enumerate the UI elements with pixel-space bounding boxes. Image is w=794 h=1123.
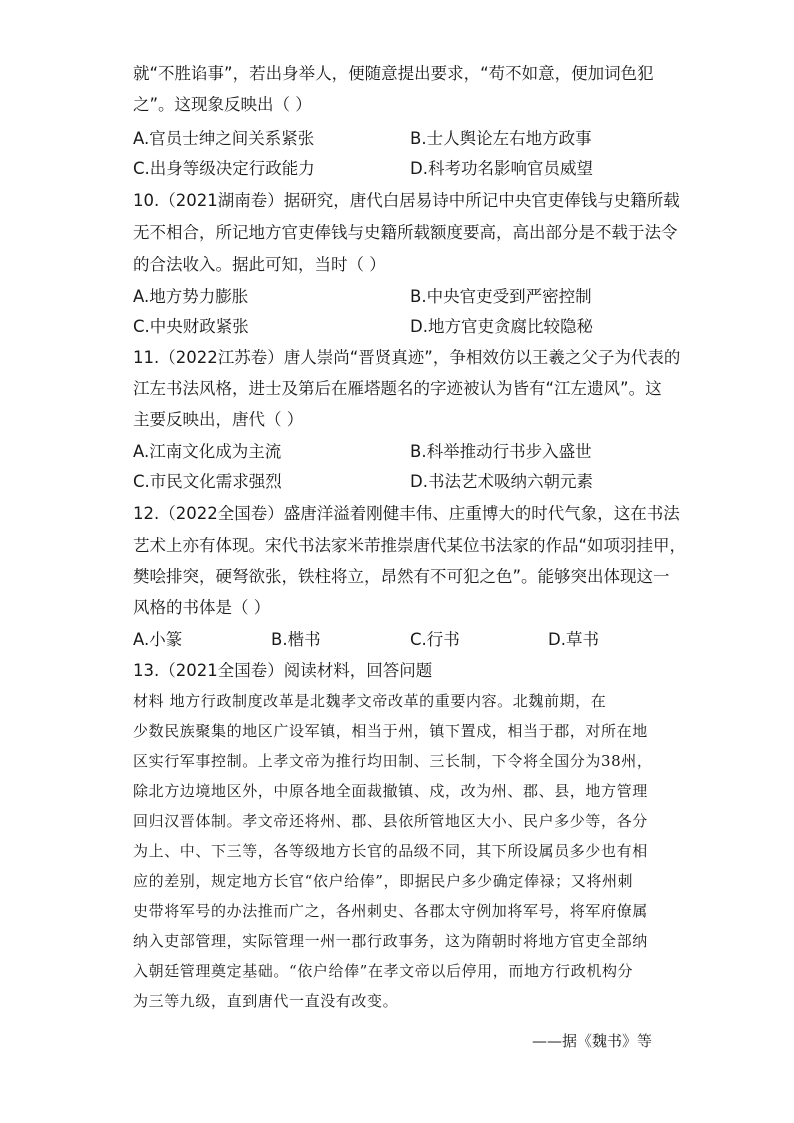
material-line: 入朝廷管理奠定基础。“依户给俸”在孝文帝以后停用，而地方行政机构分 [133,962,634,980]
question-10-option-c[interactable]: C.中央财政紧张 [133,317,249,336]
question-11-option-d[interactable]: D.书法艺术吸纳六朝元素 [410,472,593,491]
question-12-line-4: 风格的书体是（ ） [133,598,271,617]
material-source: ——据《魏书》等 [532,1032,653,1050]
material-line: 为三等九级，直到唐代一直没有改变。 [133,992,399,1010]
question-12-option-a[interactable]: A.小篆 [133,630,183,649]
question-12-option-d[interactable]: D.草书 [548,630,599,649]
question-10-line-2: 无不相合，所记地方官吏俸钱与史籍所载额度要高，高出部分是不载于法令 [133,223,678,242]
question-11-line-2: 江左书法风格，进士及第后在雁塔题名的字迹被认为皆有“江左遗风”。这 [133,379,662,398]
question-9-option-a[interactable]: A.官员士绅之间关系紧张 [133,129,315,148]
material-line: 为上、中、下三等，各等级地方长官的品级不同，其下所设属员多少也有相 [133,842,648,860]
question-12-option-b[interactable]: B.楷书 [271,630,321,649]
question-11-option-c[interactable]: C.市民文化需求强烈 [133,472,282,491]
question-10-line-1: 10.（2021湖南卷）据研究，唐代白居易诗中所记中央官吏俸钱与史籍所载 [133,191,680,210]
question-9-option-d[interactable]: D.科考功名影响官员威望 [410,159,593,178]
material-line: 回归汉晋体制。孝文帝还将州、郡、县依所管地区大小、民户多少等，各分 [133,812,648,830]
question-10-option-a[interactable]: A.地方势力膨胀 [133,287,249,306]
material-line: 少数民族聚集的地区广设军镇，相当于州，镇下置戍，相当于郡，对所在地 [133,722,648,740]
question-10-line-3: 的合法收入。据此可知，当时（ ） [133,255,386,274]
question-9-line-1: 就“不胜谄事”，若出身举人，便随意提出要求，“苟不如意，便加词色犯 [133,64,654,83]
material-line: 史带将军号的办法推而广之，各州刺史、各郡太守例加将军号，将军府僚属 [133,902,648,920]
material-line: 纳入吏部管理，实际管理一州一郡行政事务，这为隋朝时将地方官吏全部纳 [133,932,648,950]
question-12-line-1: 12.（2022全国卷）盛唐洋溢着刚健丰伟、庄重博大的时代气象，这在书法 [133,504,680,523]
question-9-line-2: 之”。这现象反映出（ ） [133,95,312,114]
question-11-option-b[interactable]: B.科举推动行书步入盛世 [410,442,592,461]
question-12-line-2: 艺术上亦有体现。宋代书法家米芾推崇唐代某位书法家的作品“如项羽挂甲， [133,536,687,555]
material-line: 材料 地方行政制度改革是北魏孝文帝改革的重要内容。北魏前期，在 [133,692,607,710]
question-9-option-c[interactable]: C.出身等级决定行政能力 [133,159,315,178]
material-line: 除北方边境地区外，中原各地全面裁撤镇、戍，改为州、郡、县，地方管理 [133,782,648,800]
question-13-line-1: 13.（2021全国卷）阅读材料，回答问题 [133,661,433,680]
question-10-option-b[interactable]: B.中央官吏受到严密控制 [410,287,592,306]
material-line: 应的差别，规定地方长官“依户给俸”，即据民户多少确定俸禄；又将州刺 [133,872,634,890]
question-11-line-3: 主要反映出，唐代（ ） [133,410,304,429]
question-10-option-d[interactable]: D.地方官吏贪腐比较隐秘 [410,317,593,336]
question-9-option-b[interactable]: B.士人舆论左右地方政事 [410,129,592,148]
question-12-option-c[interactable]: C.行书 [410,630,460,649]
material-line: 区实行军事控制。上孝文帝为推行均田制、三长制，下令将全国分为38州， [133,752,653,770]
question-12-line-3: 樊哙排突，硬弩欲张，铁柱将立，昂然有不可犯之色”。能够突出体现这一 [133,567,670,586]
question-11-option-a[interactable]: A.江南文化成为主流 [133,442,282,461]
question-11-line-1: 11.（2022江苏卷）唐人崇尚“晋贤真迹”，争相效仿以王羲之父子为代表的 [133,348,681,367]
